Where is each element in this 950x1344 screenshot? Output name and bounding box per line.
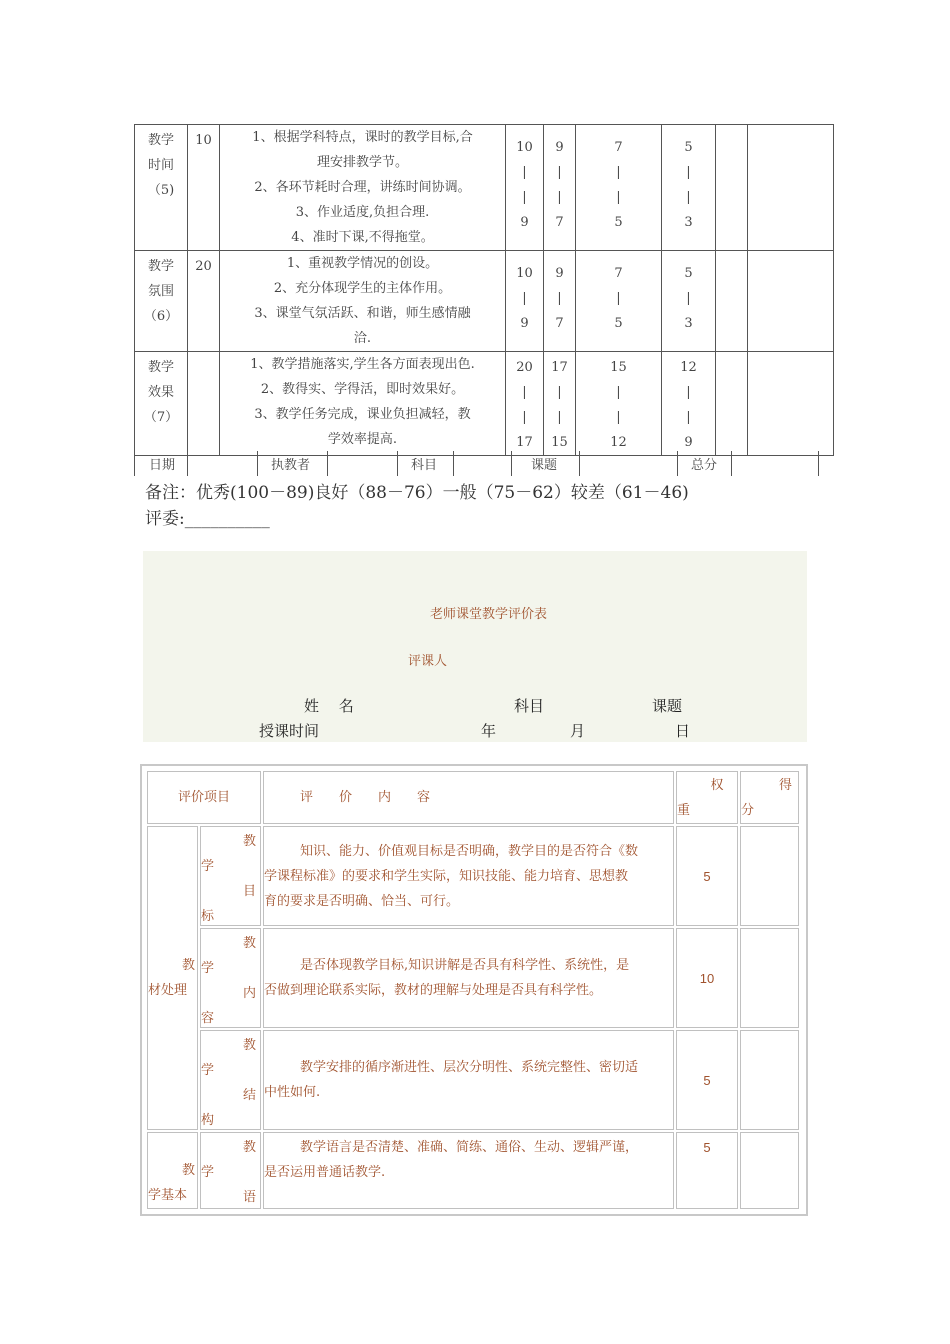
topic-label: 课题	[652, 697, 683, 715]
header-score: 得 分	[740, 771, 799, 824]
weight-cell: 5	[676, 826, 738, 926]
topic-label: 课题	[531, 458, 558, 473]
level-fair-cell: 7 | | 5	[576, 125, 662, 251]
sub-item-cell: 教 学 内 容	[200, 928, 261, 1028]
level-good-cell: 17 | | 15	[544, 352, 576, 456]
table-row	[147, 928, 799, 1028]
table-header-row	[147, 771, 799, 824]
judge-signature-line: 评委:__________	[145, 509, 270, 529]
sub-item-cell: 教 学 结 构	[200, 1030, 261, 1130]
table-row	[147, 1030, 799, 1130]
category-cell: 教学 氛围 （6）	[135, 251, 188, 352]
level-excellent-cell: 10 | | 9	[506, 125, 544, 251]
level-excellent-cell: 20 | | 17	[506, 352, 544, 456]
level-poor-cell: 12 | | 9	[662, 352, 716, 456]
divider	[677, 451, 678, 476]
score-cell	[188, 352, 220, 456]
category-cell: 教学 时间 （5)	[135, 125, 188, 251]
table-row	[147, 1132, 799, 1209]
divider	[327, 451, 328, 476]
score-input-cell[interactable]	[740, 1132, 799, 1209]
weight-cell: 5	[676, 1132, 738, 1209]
empty-cell	[716, 251, 748, 352]
criteria-footer-row	[134, 451, 819, 476]
evaluation-table-frame	[140, 764, 808, 1216]
score-cell: 20	[188, 251, 220, 352]
evaluation-table	[145, 769, 801, 1211]
level-excellent-cell: 10 | 9	[506, 251, 544, 352]
content-cell: 1、根据学科特点，课时的教学目标,合 理安排教学节。 2、各环节耗时合理，讲练时间协调。 3、作业适度,负担合理. 4、准时下课,不得拖堂。	[220, 125, 506, 251]
score-input-cell[interactable]	[740, 1030, 799, 1130]
criteria-content-cell: 教学语言是否清楚、准确、简练、通俗、生动、逻辑严谨， 是否运用普通话教学.	[263, 1132, 674, 1209]
weight-cell: 10	[676, 928, 738, 1028]
year-label: 年	[481, 722, 497, 740]
day-label: 日	[675, 722, 691, 740]
category-cell: 教学 效果 （7）	[135, 352, 188, 456]
remark-text: 备注：优秀(100－89)良好（88－76）一般（75－62）较差（61－46)	[145, 483, 689, 503]
empty-cell	[748, 352, 834, 456]
criteria-content-cell: 教学安排的循序渐进性、层次分明性、系统完整性、密切适 中性如何.	[263, 1030, 674, 1130]
evaluator-label: 评课人	[408, 654, 448, 669]
content-cell: 1、教学措施落实,学生各方面表现出色. 2、教得实、学得活，即时效果好。 3、教学任务完成，课业负担减轻，教 学效率提高.	[220, 352, 506, 456]
divider	[579, 451, 580, 476]
level-good-cell: 9 | | 7	[544, 125, 576, 251]
level-fair-cell: 15 | | 12	[576, 352, 662, 456]
score-input-cell[interactable]	[740, 826, 799, 926]
divider	[187, 451, 188, 476]
group-label-cell: 教 材处理	[147, 826, 198, 1130]
score-input-cell[interactable]	[740, 928, 799, 1028]
empty-cell	[716, 125, 748, 251]
month-label: 月	[570, 722, 586, 740]
empty-cell	[748, 251, 834, 352]
content-cell: 1、重视教学情况的创设。 2、充分体现学生的主体作用。 3、课堂气氛活跃、和谐，师生感情融 洽.	[220, 251, 506, 352]
criteria-content-cell: 知识、能力、价值观目标是否明确，教学目的是否符合《数 学课程标准》的要求和学生实际，知识技能、能力培育、思想教 育的要求是否明确、恰当、可行。	[263, 826, 674, 926]
divider	[397, 451, 398, 476]
subject-label: 科目	[514, 697, 545, 715]
sub-item-cell: 教 学 语	[200, 1132, 261, 1209]
divider	[257, 451, 258, 476]
criteria-content-cell: 是否体现教学目标,知识讲解是否具有科学性、系统性，是 否做到理论联系实际，教材的理解与处理是否具有科学性。	[263, 928, 674, 1028]
name-label: 姓 名	[304, 697, 354, 715]
date-label: 日期	[149, 458, 176, 473]
weight-cell: 5	[676, 1030, 738, 1130]
empty-cell	[716, 352, 748, 456]
level-poor-cell: 5 | | 3	[662, 125, 716, 251]
header-weight: 权 重	[676, 771, 738, 824]
total-label: 总分	[691, 458, 718, 473]
divider	[731, 451, 732, 476]
group-label-cell: 教 学基本	[147, 1132, 198, 1209]
score-cell: 10	[188, 125, 220, 251]
empty-cell	[748, 125, 834, 251]
subject-label: 科目	[411, 458, 438, 473]
teacher-label: 执教者	[271, 458, 311, 473]
criteria-row	[135, 251, 834, 352]
table-row	[147, 826, 799, 926]
evaluation-form-header	[143, 551, 807, 742]
time-label: 授课时间	[259, 722, 320, 740]
level-poor-cell: 5 | 3	[662, 251, 716, 352]
level-good-cell: 9 | 7	[544, 251, 576, 352]
level-fair-cell: 7 | 5	[576, 251, 662, 352]
header-content: 评 价 内 容	[263, 771, 674, 824]
divider	[453, 451, 454, 476]
criteria-table	[134, 124, 834, 456]
form-title: 老师课堂教学评价表	[430, 607, 548, 622]
criteria-row	[135, 125, 834, 251]
divider	[511, 451, 512, 476]
sub-item-cell: 教 学 目 标	[200, 826, 261, 926]
header-item: 评价项目	[147, 771, 261, 824]
criteria-row	[135, 352, 834, 456]
